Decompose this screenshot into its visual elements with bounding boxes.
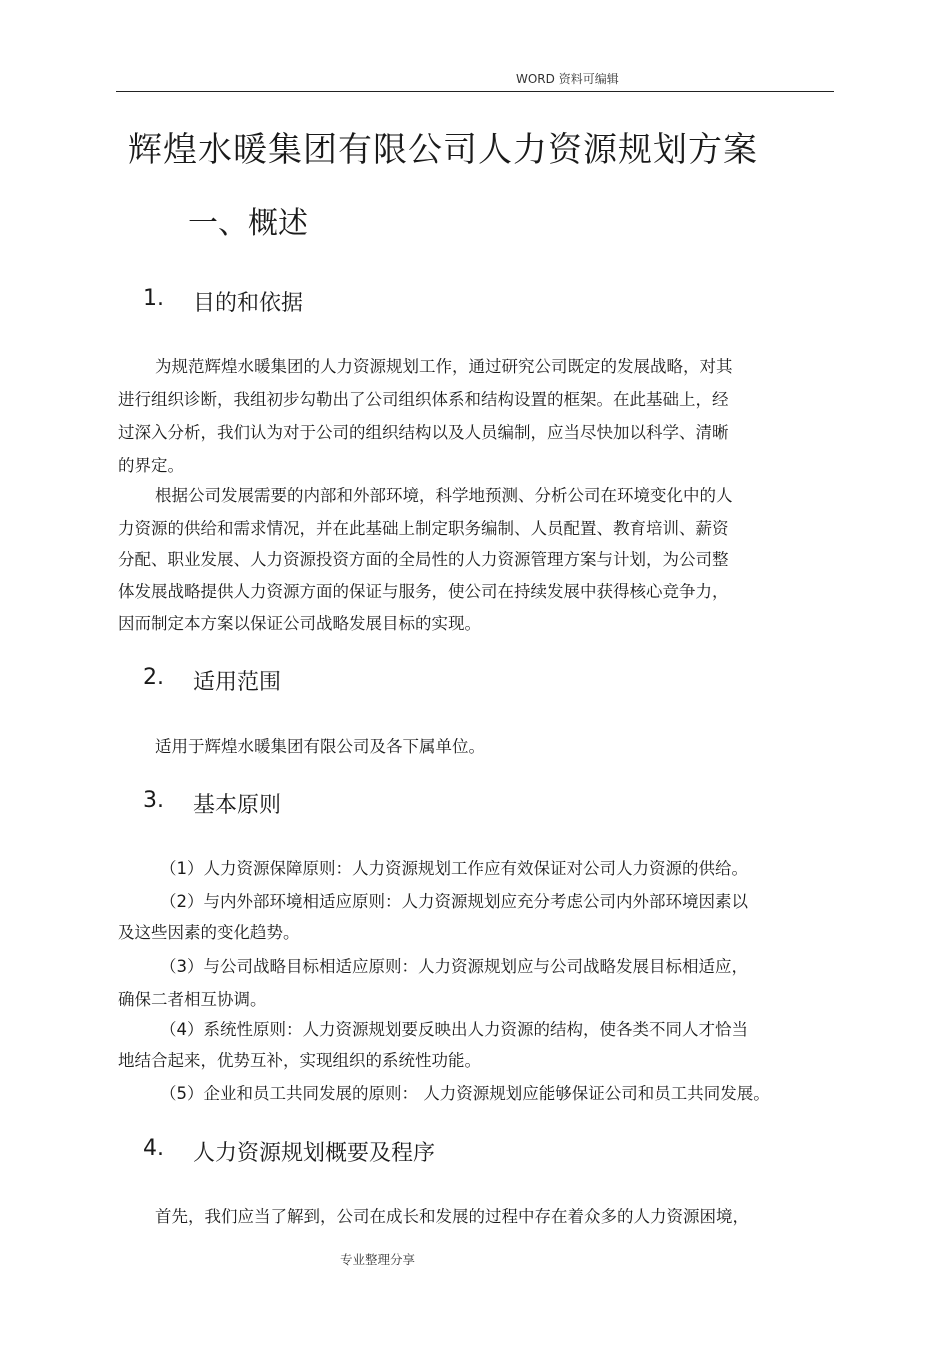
paragraph-line: 根据公司发展需要的内部和外部环境，科学地预测、分析公司在环境变化中的人 <box>155 486 733 505</box>
paragraph-line: 力资源的供给和需求情况，并在此基础上制定职务编制、人员配置、教育培训、薪资 <box>118 519 729 538</box>
section-title: 基本原则 <box>193 793 282 818</box>
paragraph-line: （3）与公司战略目标相适应原则：人力资源规划应与公司战略发展目标相适应， <box>160 957 748 976</box>
header-divider <box>116 91 834 92</box>
paragraph-line: 因而制定本方案以保证公司战略发展目标的实现。 <box>118 614 481 633</box>
section-title: 适用范围 <box>193 670 282 695</box>
section-number: 1. <box>143 286 164 311</box>
paragraph-line: 为规范辉煌水暖集团的人力资源规划工作，通过研究公司既定的发展战略，对其 <box>155 357 733 376</box>
paragraph-line: 及这些因素的变化趋势。 <box>118 923 300 942</box>
paragraph-line: （1）人力资源保障原则：人力资源规划工作应有效保证对公司人力资源的供给。 <box>160 859 748 878</box>
section-number: 4. <box>143 1136 164 1161</box>
section-title: 人力资源规划概要及程序 <box>193 1141 436 1166</box>
document-title: 辉煌水暖集团有限公司人力资源规划方案 <box>128 130 758 170</box>
page-header: WORD 资料可编辑 <box>516 72 619 86</box>
page-footer: 专业整理分享 <box>340 1252 416 1267</box>
paragraph-line: 首先，我们应当了解到，公司在成长和发展的过程中存在着众多的人力资源困境， <box>155 1207 749 1226</box>
paragraph-line: （4）系统性原则：人力资源规划要反映出人力资源的结构，使各类不同人才恰当 <box>160 1020 748 1039</box>
paragraph-line: 进行组织诊断，我组初步勾勒出了公司组织体系和结构设置的框架。在此基础上，经 <box>118 390 729 409</box>
paragraph-line: 的界定。 <box>118 456 184 475</box>
paragraph-line: （2）与内外部环境相适应原则：人力资源规划应充分考虑公司内外部环境因素以 <box>160 892 748 911</box>
paragraph-line: 地结合起来，优势互补，实现组织的系统性功能。 <box>118 1051 481 1070</box>
paragraph-line: 适用于辉煌水暖集团有限公司及各下属单位。 <box>155 737 485 756</box>
chapter-heading: 一、概述 <box>188 206 308 241</box>
paragraph-line: 分配、职业发展、人力资源投资方面的全局性的人力资源管理方案与计划，为公司整 <box>118 550 729 569</box>
section-number: 2. <box>143 665 164 690</box>
section-title: 目的和依据 <box>193 291 304 316</box>
paragraph-line: 体发展战略提供人力资源方面的保证与服务，使公司在持续发展中获得核心竞争力， <box>118 582 729 601</box>
paragraph-line: 确保二者相互协调。 <box>118 990 267 1009</box>
paragraph-line: （5）企业和员工共同发展的原则： 人力资源规划应能够保证公司和员工共同发展。 <box>160 1084 770 1103</box>
section-number: 3. <box>143 788 164 813</box>
paragraph-line: 过深入分析，我们认为对于公司的组织结构以及人员编制，应当尽快加以科学、清晰 <box>118 423 729 442</box>
